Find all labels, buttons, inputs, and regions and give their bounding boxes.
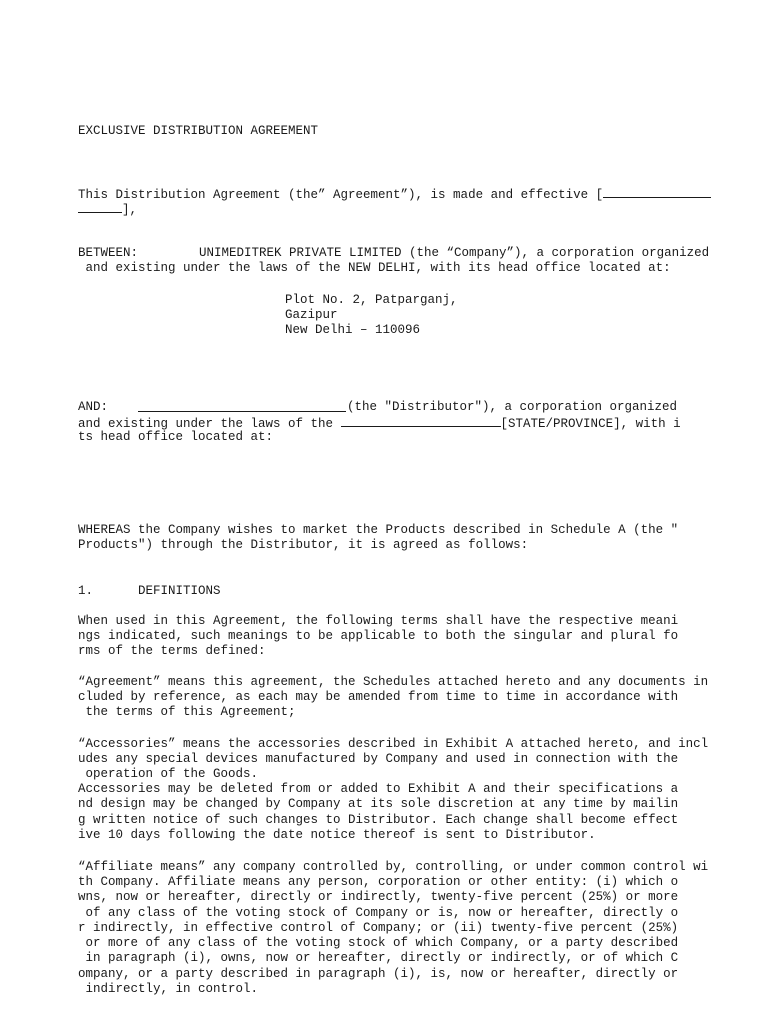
agreement-definition-line: “Agreement” means this agreement, the Schedules attached hereto and any documents in (78, 675, 709, 689)
definitions-intro-line: When used in this Agreement, the following terms shall have the respective meani (78, 614, 679, 628)
intro-text-end: ], (122, 203, 138, 217)
and-line-2-text: and existing under the laws of the (78, 417, 341, 431)
accessories-definition-line: g written notice of such changes to Distributor. Each change shall become effect (78, 813, 679, 827)
affiliate-definition-line: r indirectly, in effective control of Company; or (ii) twenty-five percent (25%) (78, 921, 679, 935)
affiliate-definition-line: of any class of the voting stock of Company or is, now or hereafter, directly o (78, 906, 679, 920)
state-province-text: [STATE/PROVINCE], with i (500, 417, 681, 431)
section-title: DEFINITIONS (138, 584, 221, 598)
agreement-definition-line: the terms of this Agreement; (78, 705, 296, 719)
affiliate-definition-line: ompany, or a party described in paragraph (i), is, now or hereafter, directly or (78, 967, 679, 981)
distributor-clause: (the "Distributor"), a corporation organized (347, 400, 678, 414)
between-line-2: and existing under the laws of the NEW DELHI, with its head office located at: (78, 261, 671, 275)
intro-text: This Distribution Agreement (the” Agreement”), is made and effective [ (78, 188, 604, 202)
affiliate-definition-line: “Affiliate means” any company controlled by, controlling, or under common control wi (78, 860, 709, 874)
definitions-intro-line: rms of the terms defined: (78, 644, 266, 658)
company-clause: UNIMEDITREK PRIVATE LIMITED (the “Company”), a corporation organized (199, 246, 710, 260)
section-number: 1. (78, 584, 94, 598)
between-label: BETWEEN: (78, 246, 139, 260)
accessories-definition-line: udes any special devices manufactured by Company and used in connection with the (78, 752, 679, 766)
definitions-intro-line: ngs indicated, such meanings to be applicable to both the singular and plural fo (78, 629, 679, 643)
accessories-definition-line: operation of the Goods. (78, 767, 259, 781)
address-line-3: New Delhi – 110096 (285, 323, 421, 337)
and-line-3: ts head office located at: (78, 430, 274, 444)
intro-line-1 (78, 186, 711, 203)
affiliate-definition-line: indirectly, in control. (78, 982, 259, 996)
section-1-heading (78, 584, 221, 599)
accessories-definition-line: Accessories may be deleted from or added to Exhibit A and their specifications a (78, 782, 679, 796)
date-blank-line-cont (78, 201, 122, 213)
address-line-2: Gazipur (285, 308, 338, 322)
address-line-1: Plot No. 2, Patparganj, (285, 293, 458, 307)
and-line-1 (78, 400, 678, 415)
document-title: EXCLUSIVE DISTRIBUTION AGREEMENT (78, 124, 319, 138)
whereas-line-2: Products") through the Distributor, it is agreed as follows: (78, 538, 529, 552)
between-line-1 (78, 246, 710, 261)
agreement-definition-line: cluded by reference, as each may be amended from time to time in accordance with (78, 690, 679, 704)
accessories-definition-line: ive 10 days following the date notice thereof is sent to Distributor. (78, 828, 596, 842)
accessories-definition-line: nd design may be changed by Company at its sole discretion at any time by mailin (78, 797, 679, 811)
affiliate-definition-line: in paragraph (i), owns, now or hereafter, directly or indirectly, or of which C (78, 951, 679, 965)
affiliate-definition-line: or more of any class of the voting stock of which Company, or a party described (78, 936, 679, 950)
jurisdiction-blank (341, 415, 501, 427)
distributor-name-blank (138, 400, 346, 412)
whereas-line-1: WHEREAS the Company wishes to market the Products described in Schedule A (the " (78, 523, 679, 537)
and-label: AND: (78, 400, 109, 414)
affiliate-definition-line: th Company. Affiliate means any person, corporation or other entity: (i) which o (78, 875, 679, 889)
intro-line-2 (78, 201, 137, 218)
date-blank-line (603, 186, 711, 198)
accessories-definition-line: “Accessories” means the accessories described in Exhibit A attached hereto, and incl (78, 737, 709, 751)
affiliate-definition-line: wns, now or hereafter, directly or indirectly, twenty-five percent (25%) or more (78, 890, 679, 904)
